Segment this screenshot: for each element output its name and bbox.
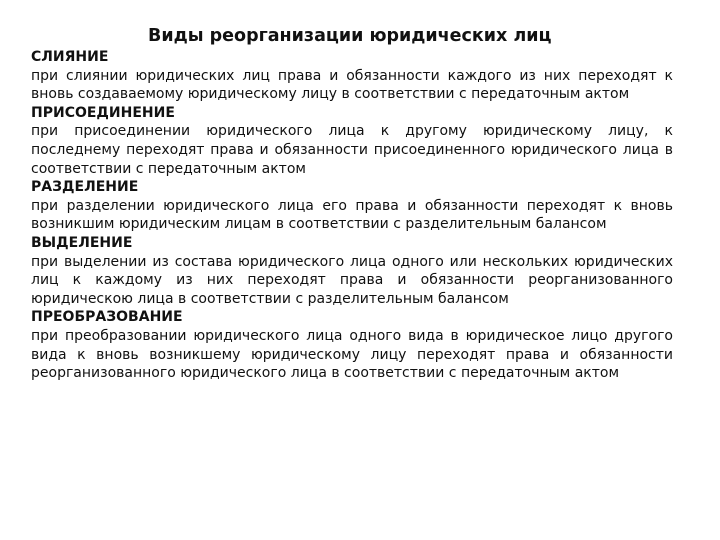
section-text: при слиянии юридических лиц права и обязанности каждого из них переходят к вновь создаваемому юридическому лицу в соответствии с передаточным актом [31, 67, 673, 103]
section-heading: РАЗДЕЛЕНИЕ [31, 179, 139, 196]
section-merger [31, 48, 673, 104]
section-heading: ПРЕОБРАЗОВАНИЕ [31, 309, 183, 326]
section-text: при разделении юридического лица его права и обязанности переходят к вновь возникшим юридическим лицам в соответствии с разделительным балансом [31, 197, 673, 233]
section-heading: ВЫДЕЛЕНИЕ [31, 234, 133, 251]
page-title: Виды реорганизации юридических лиц [148, 26, 552, 46]
section-heading: ПРИСОЕДИНЕНИЕ [31, 104, 175, 121]
section-text: при преобразовании юридического лица одного вида в юридическое лицо другого вида к вновь возникшему юридическому лицу переходят права и обязанности реорганизованного юридического лица в соответствии с передаточным актом [31, 327, 673, 382]
section-division [31, 178, 673, 234]
reorganization-types-list [31, 48, 673, 383]
section-text: при выделении из состава юридического лица одного или нескольких юридических лиц к каждому из них переходят права и обязанности реорганизованного юридическою лица в соответствии с разделительным балансом [31, 253, 673, 307]
section-heading: СЛИЯНИЕ [31, 49, 109, 65]
section-accession [31, 104, 673, 178]
section-separation [31, 234, 673, 308]
section-text: при присоединении юридического лица к другому юридическому лицу, к последнему переходят права и обязанности присоединенного юридического лица в соответствии с передаточным актом [31, 123, 673, 177]
section-transformation [31, 308, 673, 382]
